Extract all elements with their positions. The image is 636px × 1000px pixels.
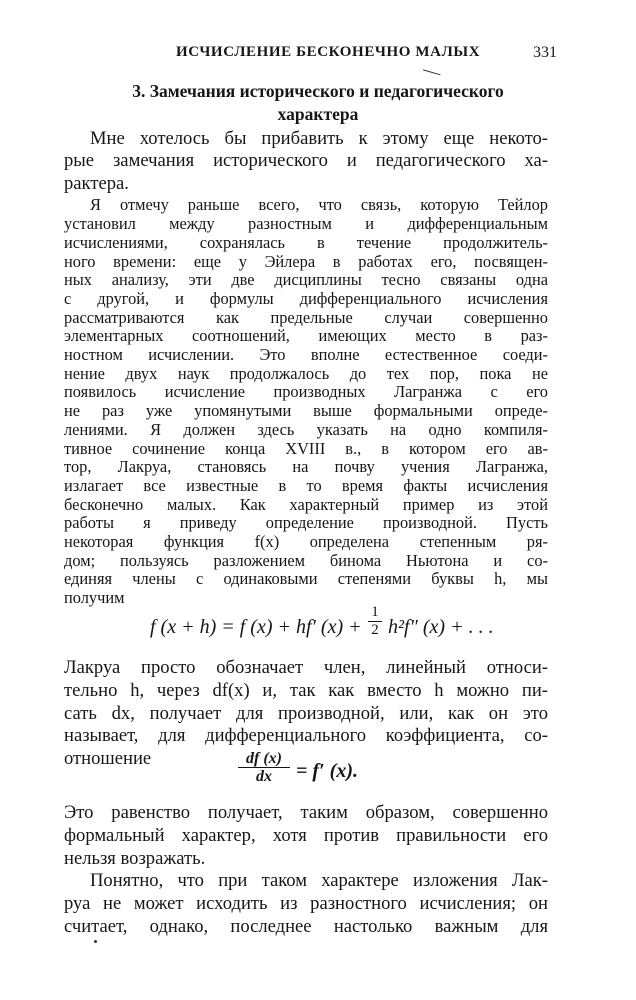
text-line: называет, для дифференциального коэффициента, со-	[64, 725, 548, 747]
text-line: появилось исчисление производных Лагранжа с его	[64, 382, 548, 402]
text-line: Это равенство получает, таким образом, совершенно	[64, 802, 548, 823]
text-line: формальный характер, хотя против правильности его	[64, 824, 548, 846]
text-line: лениями. Я должен здесь указать на одно компиля-	[64, 419, 548, 439]
text-line: ностном исчислении. Это вполне естественное соеди-	[64, 345, 548, 364]
text-line: рактера.	[64, 172, 129, 194]
section-title	[68, 80, 568, 126]
text-line: единяя члены с одинаковыми степенями буквы h, мы	[64, 569, 548, 589]
text-line: рые замечания исторического и педагогического ха-	[64, 150, 548, 172]
text-line: тельно h, через df(x) и, так как вместо h можно пи-	[64, 679, 548, 701]
formula-fraction	[238, 750, 290, 785]
text-line: исчислениями, сохранялась в течение продолжитель-	[64, 232, 548, 252]
text-line: Лакруа просто обозначает член, линейный относи-	[64, 657, 548, 678]
page-number: 331	[533, 44, 557, 61]
text-line: бесконечно малых. Как характерный пример из этой	[64, 494, 548, 514]
text-line: отношение	[64, 748, 152, 770]
text-line: Понятно, что при таком характере изложения Лак-	[90, 870, 548, 892]
fraction-numerator: df (x)	[246, 750, 282, 767]
print-mark-decoration	[423, 61, 443, 76]
text-line: некоторая функция f(x) определена степенным ря-	[64, 532, 548, 551]
text-line: с другой, и формулы дифференциального исчисления	[64, 288, 548, 308]
formula-fraction	[368, 604, 382, 639]
text-line: считает, однако, последнее настолько важным для	[64, 916, 548, 937]
text-line: нельзя возражать.	[64, 847, 206, 869]
text-line: Мне хотелось бы прибавить к этому еще некото-	[90, 128, 548, 149]
formula-right: h²f″ (x) + . . .	[388, 616, 494, 638]
text-line: рассматриваются как предельные случаи совершенно	[64, 307, 548, 327]
running-title: ИСЧИСЛЕНИЕ БЕСКОНЕЧНО МАЛЫХ	[176, 44, 481, 60]
text-line: работы я приведу определение производной. Пусть	[64, 513, 548, 533]
text-line: элементарных соотношений, имеющих место в раз-	[64, 326, 548, 346]
text-line: тор, Лакруа, становясь на почву учения Лагранжа,	[64, 457, 548, 477]
text-line: установил между разностным и дифференциальным	[64, 214, 548, 234]
formula-right: = f′ (x).	[296, 760, 359, 782]
text-line: излагает все известные в то время факты исчисления	[64, 475, 548, 495]
fraction-denominator: 2	[371, 622, 379, 638]
fraction-denominator: dx	[256, 768, 272, 785]
section-title-line: характера	[277, 104, 359, 124]
text-line: ных анализу, эти две дисциплины тесно связаны одна	[64, 270, 548, 290]
text-line: Я отмечу раньше всего, что связь, которую Тейлор	[90, 195, 548, 215]
text-line: получим	[64, 588, 125, 608]
text-line: ного времени: еще у Эйлера в работах его, посвящен-	[64, 251, 548, 271]
text-line: руа не может исходить из разностного исчисления; он	[64, 893, 548, 915]
text-line: не раз уже упомянутыми выше формальными опреде-	[64, 401, 548, 421]
text-line: тивное сочинение конца XVIII в., в котором его ав-	[64, 438, 548, 458]
text-line: дом; пользуясь разложением бинома Ньютона и со-	[64, 550, 548, 570]
formula-taylor-expansion	[150, 602, 550, 652]
formula-derivative-definition	[238, 750, 438, 802]
fraction-numerator: 1	[371, 604, 379, 620]
print-speck-decoration	[94, 940, 97, 943]
formula-left: f (x + h) = f (x) + hf′ (x) +	[150, 616, 362, 638]
section-title-line: 3. Замечания исторического и педагогического	[132, 81, 504, 101]
text-line: нение двух наук продолжалось до тех пор, пока не	[64, 363, 548, 383]
text-line: сать dx, получает для производной, или, как он это	[64, 702, 548, 724]
